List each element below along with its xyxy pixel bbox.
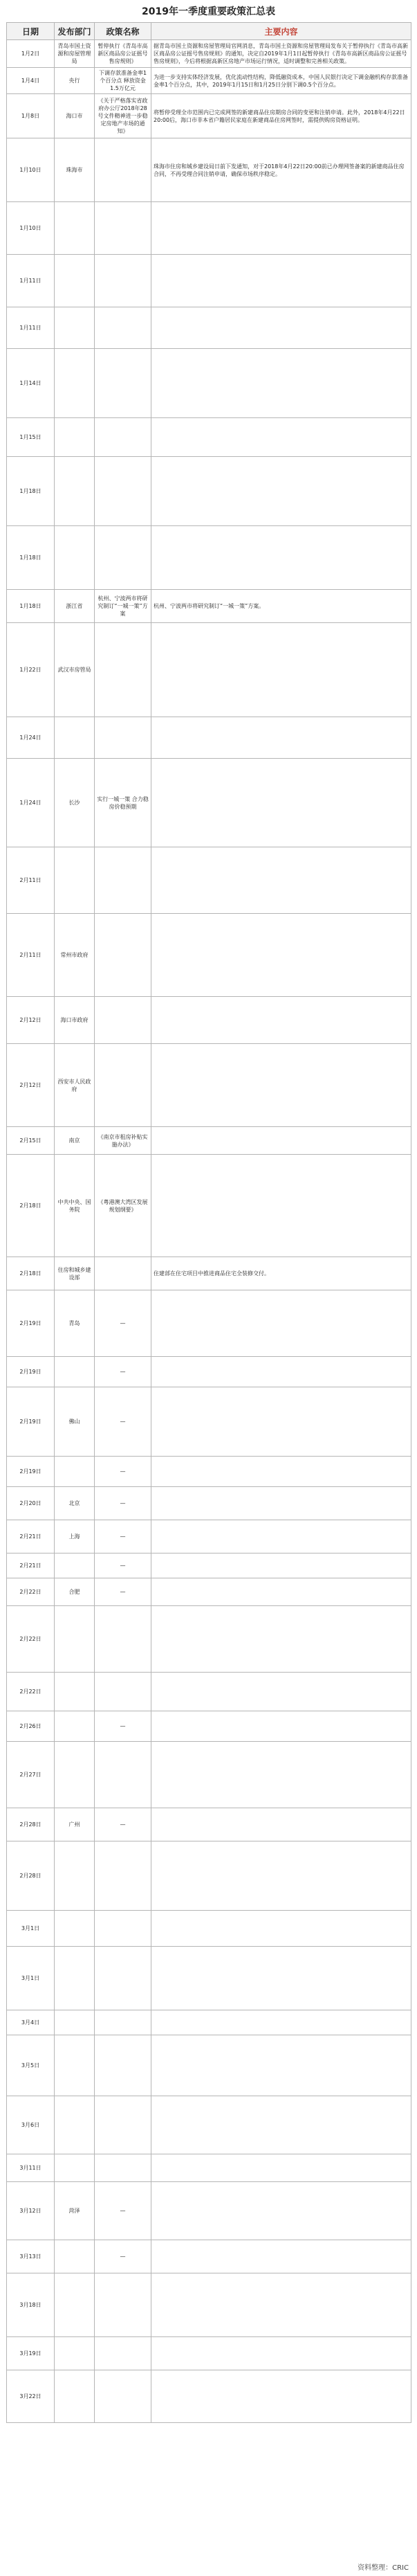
table-row <box>7 2370 411 2423</box>
row-date: 1月11日 <box>7 307 55 349</box>
row-date: 1月10日 <box>7 202 55 255</box>
row-department <box>55 457 95 526</box>
row-date: 2月21日 <box>7 1553 55 1578</box>
row-department <box>55 1911 95 1947</box>
row-policy-name <box>95 1841 151 1911</box>
row-department <box>55 2096 95 2154</box>
row-department: 常州市政府 <box>55 914 95 997</box>
table-row <box>7 759 411 847</box>
table-row <box>7 307 411 349</box>
table-row <box>7 138 411 202</box>
row-content <box>151 1290 411 1357</box>
row-content <box>151 914 411 997</box>
row-date: 2月22日 <box>7 1606 55 1673</box>
row-date: 2月28日 <box>7 1808 55 1841</box>
row-content <box>151 1457 411 1487</box>
row-policy-name <box>95 526 151 590</box>
row-department: 菏泽 <box>55 2182 95 2240</box>
table-row <box>7 1673 411 1711</box>
row-department <box>55 2035 95 2096</box>
row-policy-name <box>95 1606 151 1673</box>
row-policy-name: 杭州、宁波两市将研究制订“一城一策”方案 <box>95 590 151 623</box>
row-content <box>151 1673 411 1711</box>
table-row <box>7 1578 411 1606</box>
row-date: 3月18日 <box>7 2273 55 2337</box>
row-department: 央行 <box>55 68 95 94</box>
row-department <box>55 1673 95 1711</box>
row-date: 3月4日 <box>7 2010 55 2035</box>
row-content <box>151 2370 411 2423</box>
row-date: 2月22日 <box>7 1673 55 1711</box>
row-department: 上海 <box>55 1520 95 1553</box>
row-date: 2月11日 <box>7 847 55 914</box>
row-department <box>55 2273 95 2337</box>
row-date: 1月4日 <box>7 68 55 94</box>
table-row <box>7 349 411 418</box>
row-content <box>151 202 411 255</box>
row-department: 青岛 <box>55 1290 95 1357</box>
row-content <box>151 2096 411 2154</box>
row-date: 2月26日 <box>7 1711 55 1742</box>
row-policy-name <box>95 202 151 255</box>
row-department: 西安市人民政府 <box>55 1044 95 1127</box>
table-row <box>7 94 411 138</box>
table-row <box>7 1044 411 1127</box>
row-date: 2月19日 <box>7 1357 55 1387</box>
row-department <box>55 2154 95 2182</box>
row-content <box>151 1911 411 1947</box>
row-department <box>55 1742 95 1808</box>
row-date: 1月10日 <box>7 138 55 202</box>
row-department: 海口市 <box>55 94 95 138</box>
row-department <box>55 418 95 457</box>
row-date: 3月1日 <box>7 1947 55 2010</box>
row-department: 长沙 <box>55 759 95 847</box>
row-content <box>151 1155 411 1257</box>
row-content: 住建部在住宅项目中推进商品住宅全装修交付。 <box>151 1257 411 1290</box>
row-department: 浙江省 <box>55 590 95 623</box>
row-policy-name <box>95 1673 151 1711</box>
row-date: 2月19日 <box>7 1457 55 1487</box>
table-row <box>7 623 411 717</box>
row-department: 武汉市房管局 <box>55 623 95 717</box>
row-department <box>55 1947 95 2010</box>
row-department <box>55 2370 95 2423</box>
row-department: 海口市政府 <box>55 997 95 1044</box>
row-policy-name: 暂停执行《青岛市高新区商品房公证摇号售房规则》 <box>95 40 151 68</box>
table-row <box>7 1387 411 1457</box>
row-date: 1月18日 <box>7 526 55 590</box>
row-department: 北京 <box>55 1487 95 1520</box>
row-content <box>151 1841 411 1911</box>
row-content <box>151 997 411 1044</box>
row-department <box>55 717 95 759</box>
row-content <box>151 717 411 759</box>
row-date: 2月27日 <box>7 1742 55 1808</box>
row-policy-name <box>95 2096 151 2154</box>
row-department <box>55 847 95 914</box>
row-content: 据青岛市国土资源和房屋管理局官网消息，青岛市国土资源和房屋管理局发布关于暂停执行《青岛市高新区商品房公证摇号售房规则》的通知，决定自2019年1月1日起暂停执行《青岛市高新区商品房公证摇号售房规则》，今后将根据高新区房地产市场运行情况，适时调整和完善相关政策。 <box>151 40 411 68</box>
table-row <box>7 1711 411 1742</box>
row-policy-name: 《关于严格落实省政府办公厅2018年28号文件精神进一步稳定房地产市场的通知》 <box>95 94 151 138</box>
table-row <box>7 2273 411 2337</box>
page-title: 2019年一季度重要政策汇总表 <box>142 6 275 17</box>
row-date: 3月12日 <box>7 2182 55 2240</box>
table-row <box>7 526 411 590</box>
table-row <box>7 1808 411 1841</box>
row-date: 1月8日 <box>7 94 55 138</box>
row-content <box>151 1947 411 2010</box>
header-content: 主要内容 <box>151 23 411 40</box>
table-header-row <box>7 23 411 40</box>
table-row <box>7 1841 411 1911</box>
row-policy-name <box>95 717 151 759</box>
row-date: 2月18日 <box>7 1155 55 1257</box>
table-row <box>7 1290 411 1357</box>
row-date: 3月19日 <box>7 2337 55 2370</box>
row-policy-name: — <box>95 1520 151 1553</box>
row-content <box>151 1487 411 1520</box>
row-date: 3月13日 <box>7 2240 55 2273</box>
row-content <box>151 2182 411 2240</box>
row-date: 3月6日 <box>7 2096 55 2154</box>
row-date: 2月18日 <box>7 1257 55 1290</box>
row-content <box>151 2035 411 2096</box>
row-content <box>151 526 411 590</box>
row-content <box>151 2010 411 2035</box>
row-policy-name <box>95 2154 151 2182</box>
row-policy-name <box>95 997 151 1044</box>
row-date: 3月5日 <box>7 2035 55 2096</box>
table-row <box>7 2096 411 2154</box>
row-date: 2月19日 <box>7 1290 55 1357</box>
row-department <box>55 2240 95 2273</box>
row-date: 2月22日 <box>7 1578 55 1606</box>
table-row <box>7 255 411 307</box>
row-date: 1月22日 <box>7 623 55 717</box>
row-date: 2月21日 <box>7 1520 55 1553</box>
row-date: 3月1日 <box>7 1911 55 1947</box>
row-policy-name <box>95 1044 151 1127</box>
row-department <box>55 526 95 590</box>
row-policy-name: — <box>95 1711 151 1742</box>
row-department <box>55 349 95 418</box>
header-date: 日期 <box>7 23 55 40</box>
table-row <box>7 1457 411 1487</box>
row-department <box>55 2010 95 2035</box>
footer-source: 资料整理：CRIC <box>358 2564 409 2572</box>
row-content <box>151 1808 411 1841</box>
row-content <box>151 418 411 457</box>
row-department <box>55 255 95 307</box>
row-department: 合肥 <box>55 1578 95 1606</box>
table-row <box>7 2182 411 2240</box>
row-policy-name <box>95 1257 151 1290</box>
row-department <box>55 1553 95 1578</box>
row-policy-name <box>95 138 151 202</box>
row-policy-name <box>95 847 151 914</box>
table-row <box>7 1911 411 1947</box>
row-department <box>55 1711 95 1742</box>
table-row <box>7 1487 411 1520</box>
row-date: 1月14日 <box>7 349 55 418</box>
table-row <box>7 847 411 914</box>
row-content <box>151 623 411 717</box>
row-content: 将暂停受理全市范围内已完成网签的新建商品住房期房合同的变更和注销申请。此外，2018年4月22日20:00后，海口市非本省户籍居民家庭在新建商品住房网签时，需提供购房资格证明。 <box>151 94 411 138</box>
row-policy-name: — <box>95 1387 151 1457</box>
row-content <box>151 1578 411 1606</box>
table-row <box>7 202 411 255</box>
row-department <box>55 1606 95 1673</box>
row-policy-name <box>95 349 151 418</box>
row-content <box>151 759 411 847</box>
table-row <box>7 40 411 68</box>
row-content: 为进一步支持实体经济发展，优化流动性结构，降低融资成本，中国人民银行决定下调金融机构存款准备金率1个百分点，其中，2019年1月15日和1月25日分别下调0.5个百分点。 <box>151 68 411 94</box>
row-content <box>151 847 411 914</box>
row-content <box>151 2240 411 2273</box>
row-department: 青岛市国土资源和房屋管理局 <box>55 40 95 68</box>
row-content: 杭州、宁波两市将研究制订“一城一策”方案。 <box>151 590 411 623</box>
row-policy-name: 下调存款准备金率1个百分点 释放资金1.5万亿元 <box>95 68 151 94</box>
row-content <box>151 1520 411 1553</box>
table-row <box>7 1553 411 1578</box>
row-content <box>151 2273 411 2337</box>
row-policy-name: 《粤港澳大湾区发展规划纲要》 <box>95 1155 151 1257</box>
row-policy-name: 《南京市租房补贴实施办法》 <box>95 1127 151 1155</box>
row-content <box>151 2154 411 2182</box>
row-policy-name: — <box>95 1487 151 1520</box>
row-date: 3月22日 <box>7 2370 55 2423</box>
row-policy-name <box>95 623 151 717</box>
table-row <box>7 2240 411 2273</box>
row-department <box>55 2337 95 2370</box>
row-content <box>151 1357 411 1387</box>
row-date: 2月12日 <box>7 1044 55 1127</box>
table-row <box>7 2035 411 2096</box>
row-policy-name <box>95 914 151 997</box>
row-content: 珠海市住房和城乡建设局日前下发通知，对于2018年4月22日20:00前已办理网签备案的新建商品住房合同，不再受理合同注销申请，确保市场秩序稳定。 <box>151 138 411 202</box>
table-row <box>7 2154 411 2182</box>
row-policy-name <box>95 307 151 349</box>
row-date: 3月11日 <box>7 2154 55 2182</box>
row-content <box>151 1742 411 1808</box>
row-date: 1月18日 <box>7 457 55 526</box>
row-department <box>55 1457 95 1487</box>
row-policy-name: 实行一城一策 合力稳房价稳预期 <box>95 759 151 847</box>
row-date: 1月18日 <box>7 590 55 623</box>
table-row <box>7 1947 411 2010</box>
row-content <box>151 457 411 526</box>
row-policy-name: — <box>95 1457 151 1487</box>
table-row <box>7 1520 411 1553</box>
table-row <box>7 590 411 623</box>
row-content <box>151 1553 411 1578</box>
table-row <box>7 2010 411 2035</box>
row-department: 中共中央、国务院 <box>55 1155 95 1257</box>
row-department <box>55 202 95 255</box>
table-row <box>7 2337 411 2370</box>
row-policy-name: — <box>95 1290 151 1357</box>
row-policy-name <box>95 255 151 307</box>
row-policy-name <box>95 2370 151 2423</box>
table-row <box>7 1357 411 1387</box>
row-date: 1月24日 <box>7 759 55 847</box>
row-content <box>151 1127 411 1155</box>
table-row <box>7 1127 411 1155</box>
row-policy-name <box>95 1947 151 2010</box>
table-row <box>7 1155 411 1257</box>
row-department: 佛山 <box>55 1387 95 1457</box>
table-row <box>7 997 411 1044</box>
row-date: 2月15日 <box>7 1127 55 1155</box>
table-row <box>7 914 411 997</box>
row-policy-name <box>95 2010 151 2035</box>
row-policy-name <box>95 1742 151 1808</box>
row-department: 广州 <box>55 1808 95 1841</box>
row-department: 南京 <box>55 1127 95 1155</box>
header-policy-name: 政策名称 <box>95 23 151 40</box>
row-department: 珠海市 <box>55 138 95 202</box>
table-row <box>7 68 411 94</box>
row-policy-name: — <box>95 1553 151 1578</box>
row-date: 1月11日 <box>7 255 55 307</box>
table-row <box>7 1606 411 1673</box>
row-content <box>151 307 411 349</box>
row-content <box>151 1044 411 1127</box>
table-row <box>7 1742 411 1808</box>
row-content <box>151 2337 411 2370</box>
policy-table <box>6 22 411 2423</box>
row-policy-name <box>95 418 151 457</box>
row-date: 2月20日 <box>7 1487 55 1520</box>
row-policy-name <box>95 1911 151 1947</box>
row-date: 1月24日 <box>7 717 55 759</box>
row-department: 住房和城乡建设部 <box>55 1257 95 1290</box>
row-policy-name <box>95 2035 151 2096</box>
row-date: 1月15日 <box>7 418 55 457</box>
row-content <box>151 255 411 307</box>
row-date: 2月12日 <box>7 997 55 1044</box>
row-date: 2月19日 <box>7 1387 55 1457</box>
row-content <box>151 1606 411 1673</box>
row-policy-name <box>95 2337 151 2370</box>
row-content <box>151 1387 411 1457</box>
row-policy-name <box>95 457 151 526</box>
row-date: 1月2日 <box>7 40 55 68</box>
row-policy-name: — <box>95 1808 151 1841</box>
row-policy-name <box>95 2273 151 2337</box>
table-row <box>7 457 411 526</box>
row-policy-name: — <box>95 1357 151 1387</box>
row-content <box>151 349 411 418</box>
row-policy-name: — <box>95 2240 151 2273</box>
header-department: 发布部门 <box>55 23 95 40</box>
row-policy-name: — <box>95 2182 151 2240</box>
table-row <box>7 418 411 457</box>
row-department <box>55 307 95 349</box>
table-row <box>7 717 411 759</box>
row-date: 2月11日 <box>7 914 55 997</box>
row-department <box>55 1357 95 1387</box>
row-department <box>55 1841 95 1911</box>
row-date: 2月28日 <box>7 1841 55 1911</box>
table-row <box>7 1257 411 1290</box>
row-policy-name: — <box>95 1578 151 1606</box>
row-content <box>151 1711 411 1742</box>
